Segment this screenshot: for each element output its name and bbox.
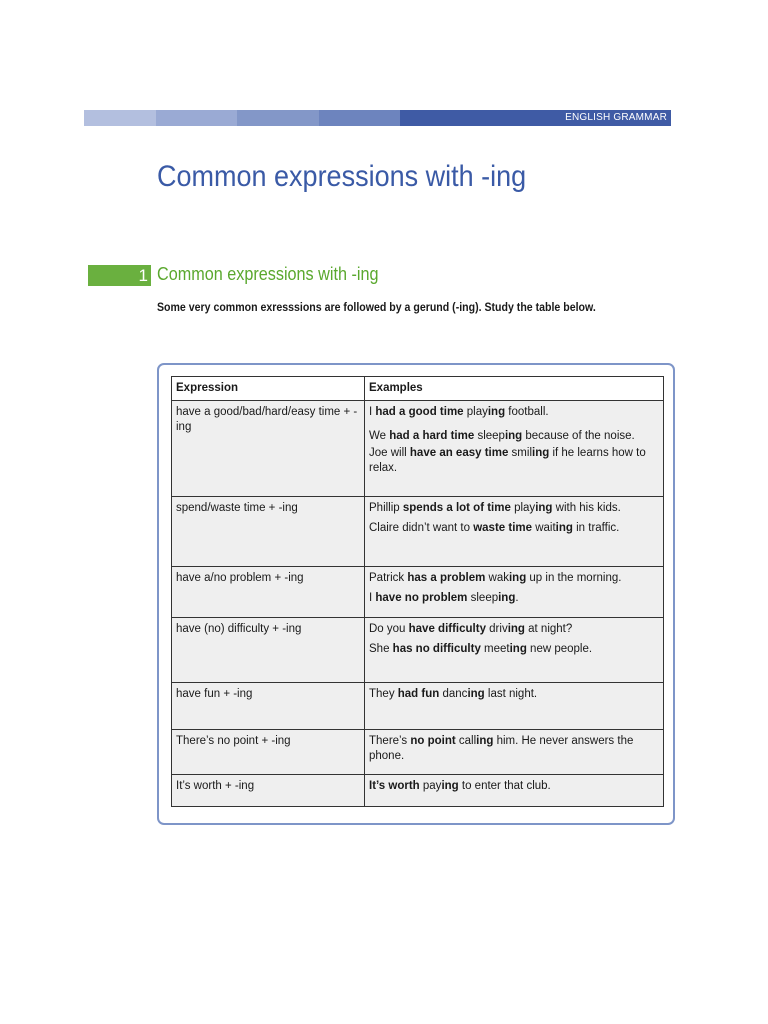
sentence-fragment: meet [480, 643, 510, 655]
example-sentence [369, 521, 659, 536]
highlighted-phrase: ing [476, 735, 494, 747]
table-row [172, 401, 664, 497]
header-color-bar [84, 110, 671, 126]
example-sentence [369, 501, 659, 516]
column-header-expression: Expression [172, 377, 365, 401]
highlighted-phrase: ing [509, 643, 527, 655]
example-sentence [369, 734, 659, 764]
examples-cell [365, 567, 664, 618]
sentence-fragment: in traffic. [572, 522, 620, 534]
sentence-fragment: Joe will [369, 447, 410, 459]
sentence-fragment: play [510, 502, 536, 514]
example-sentence [369, 642, 659, 657]
highlighted-phrase: have an easy time [409, 447, 509, 459]
sentence-fragment: at night? [524, 623, 573, 635]
table-row [172, 497, 664, 567]
page-title: Common expressions with -ing [157, 160, 527, 193]
highlighted-phrase: had fun [397, 688, 440, 700]
highlighted-phrase: ing [487, 406, 506, 418]
expression-cell: have a good/bad/hard/easy time + -ing [172, 401, 365, 497]
sentence-fragment: to enter that club. [458, 780, 551, 792]
highlighted-phrase: no point [410, 735, 456, 747]
highlighted-phrase: ing [555, 522, 573, 534]
expression-cell: There’s no point + -ing [172, 730, 365, 775]
example-sentence [369, 622, 659, 637]
highlighted-phrase: spends a lot of time [402, 502, 511, 514]
sentence-fragment: There’s [369, 735, 411, 747]
sentence-fragment: if he learns how to relax. [369, 447, 646, 474]
table-row [172, 775, 664, 807]
column-header-examples: Examples [365, 377, 664, 401]
sentence-fragment: call [455, 735, 477, 747]
sentence-fragment: football. [505, 406, 549, 418]
example-sentence [369, 405, 659, 420]
sentence-fragment: with his kids. [552, 502, 621, 514]
color-bar-segment [237, 110, 319, 126]
highlighted-phrase: have no problem [375, 592, 468, 604]
sentence-fragment: wait [532, 522, 556, 534]
example-sentence [369, 591, 659, 606]
expression-cell: have fun + -ing [172, 683, 365, 730]
highlighted-phrase: ing [504, 430, 523, 442]
table-row [172, 683, 664, 730]
highlighted-phrase: waste time [473, 522, 533, 534]
sentence-fragment: Claire didn’t want to [369, 522, 474, 534]
expressions-table [171, 376, 664, 807]
sentence-fragment: sleep [467, 592, 499, 604]
highlighted-phrase: ing [441, 780, 459, 792]
expression-cell: have a/no problem + -ing [172, 567, 365, 618]
table-body [172, 401, 664, 807]
sentence-fragment: Do you [369, 623, 409, 635]
highlighted-phrase: ing [535, 502, 553, 514]
sentence-fragment: She [369, 643, 393, 655]
color-bar-segment [400, 110, 671, 126]
sentence-fragment: Patrick [369, 572, 408, 584]
sentence-fragment: . [515, 592, 519, 604]
example-sentence [369, 429, 659, 444]
color-bar-segment [319, 110, 400, 126]
example-sentence [369, 446, 659, 476]
expression-cell: have (no) difficulty + -ing [172, 618, 365, 683]
sentence-fragment: danc [439, 688, 468, 700]
examples-cell [365, 730, 664, 775]
highlighted-phrase: ing [467, 688, 485, 700]
table-header-row [172, 377, 664, 401]
table-row [172, 567, 664, 618]
example-sentence [369, 571, 659, 586]
highlighted-phrase: ing [507, 623, 525, 635]
highlighted-phrase: has no difficulty [392, 643, 481, 655]
examples-cell [365, 401, 664, 497]
header-section-label: ENGLISH GRAMMAR [565, 112, 667, 123]
table-row [172, 730, 664, 775]
example-sentence [369, 687, 659, 702]
sentence-fragment: last night. [484, 688, 538, 700]
examples-cell [365, 618, 664, 683]
sentence-fragment: play [463, 406, 488, 418]
sentence-fragment: him. He never answers the phone. [369, 735, 634, 762]
sentence-fragment: Phillip [369, 502, 403, 514]
examples-cell [365, 497, 664, 567]
sentence-fragment: new people. [526, 643, 593, 655]
sentence-fragment: They [369, 688, 398, 700]
sentence-fragment: We [369, 430, 390, 442]
examples-cell [365, 683, 664, 730]
example-sentence [369, 779, 659, 794]
highlighted-phrase: had a good time [375, 406, 464, 418]
sentence-fragment: wak [485, 572, 509, 584]
section-intro: Some very common exresssions are followed by a gerund (-ing). Study the table below. [157, 302, 596, 314]
section-number-badge: 1 [88, 265, 151, 286]
expression-cell: It’s worth + -ing [172, 775, 365, 807]
sentence-fragment: pay [419, 780, 442, 792]
sentence-fragment: driv [485, 623, 508, 635]
expression-cell: spend/waste time + -ing [172, 497, 365, 567]
highlighted-phrase: ing [532, 447, 550, 459]
highlighted-phrase: ing [508, 572, 527, 584]
sentence-fragment: I [369, 406, 376, 418]
sentence-fragment: sleep [474, 430, 505, 442]
highlighted-phrase: had a hard time [389, 430, 475, 442]
sentence-fragment: up in the morning. [526, 572, 622, 584]
highlighted-phrase: has a problem [407, 572, 486, 584]
color-bar-segment [84, 110, 156, 126]
highlighted-phrase: It’s worth [369, 780, 420, 792]
examples-cell [365, 775, 664, 807]
highlighted-phrase: have difficulty [408, 623, 486, 635]
section-title: Common expressions with -ing [157, 264, 379, 284]
table-row [172, 618, 664, 683]
color-bar-segment [156, 110, 237, 126]
sentence-fragment: smil [508, 447, 532, 459]
sentence-fragment: because of the noise. [522, 430, 635, 442]
highlighted-phrase: ing [498, 592, 516, 604]
sentence-fragment: I [369, 592, 376, 604]
